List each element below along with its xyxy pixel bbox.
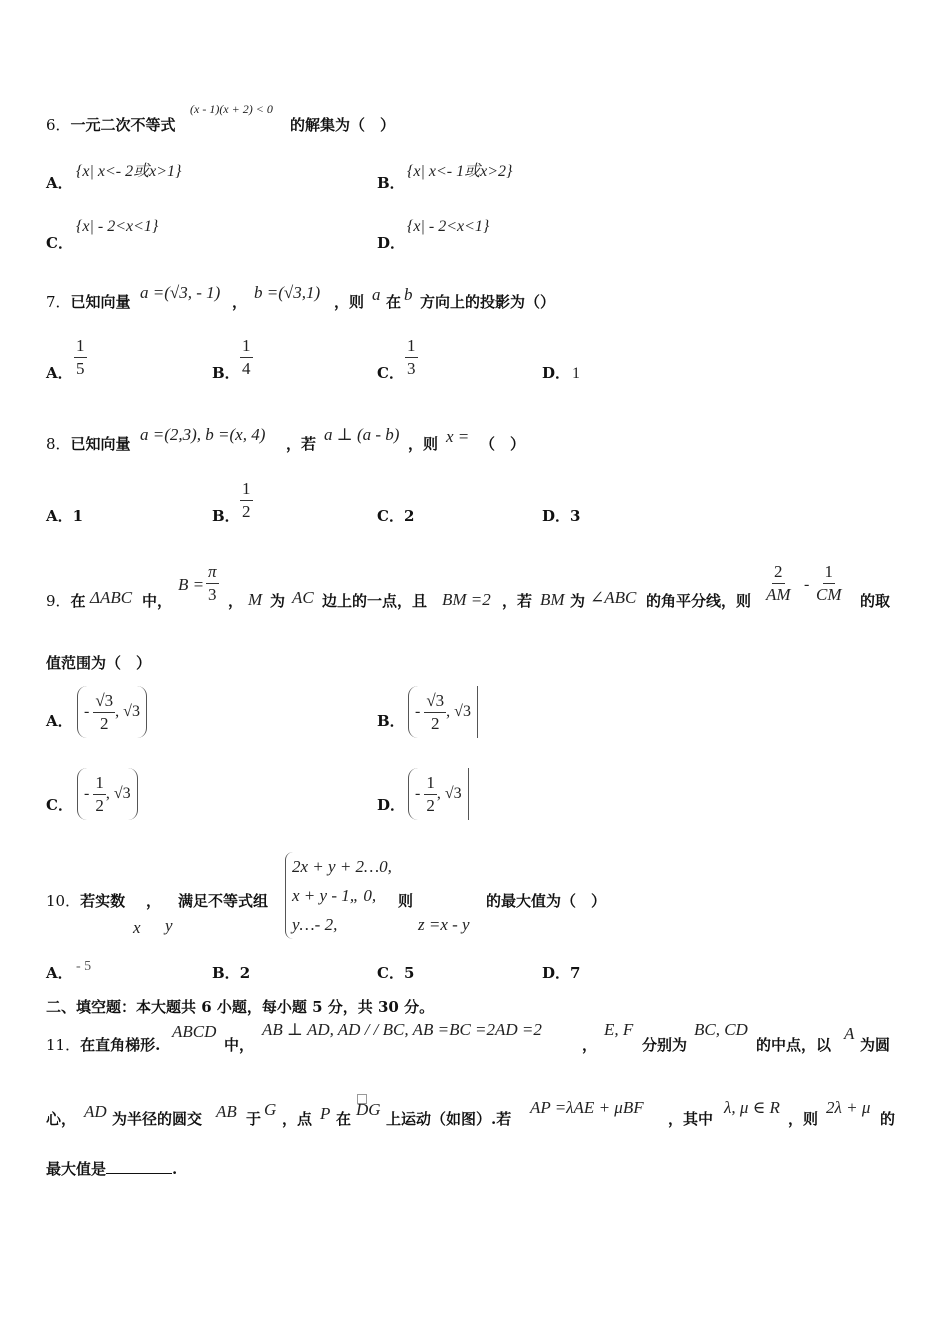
q10-text-post2: 的最大值为（ ）	[486, 892, 607, 910]
q8-option-c-label[interactable]	[377, 505, 414, 526]
q9-pi-den: 3	[208, 585, 217, 604]
q9-text-1: 在	[70, 592, 86, 610]
q11-expression: 2λ + μ	[826, 1098, 871, 1117]
q9-text-7: 为	[570, 592, 586, 610]
section-2-heading: 二、填空题：本大题共 6 小题，每小题 5 分，共 30 分。	[46, 998, 435, 1016]
q8-option-d-letter: D．	[542, 507, 571, 525]
q11-text-2: 中，	[224, 1036, 255, 1054]
q7-vector-b: b =(√3,1)	[254, 283, 321, 302]
q8-option-b-frac	[240, 479, 253, 522]
q9-option-b-den: 2	[431, 713, 440, 733]
q9-option-d-sign: -	[415, 785, 421, 802]
q9-text-9: 的取	[860, 592, 891, 610]
q8-option-c-letter: C．	[377, 507, 404, 525]
q9-frac2-num: 1	[823, 562, 836, 584]
q7-stem	[46, 291, 131, 312]
q11-AP: AP =λAE + μBF	[530, 1098, 644, 1117]
q7-option-a-num: 1	[74, 336, 87, 358]
q9-BM-eq: BM =2	[442, 590, 491, 609]
q9-text-2: 中，	[142, 592, 173, 610]
q10-option-b-letter: B．	[212, 964, 240, 982]
q11-text-10: ，点	[282, 1110, 313, 1128]
q7-option-a-frac	[74, 336, 87, 379]
q11-text-16: 最大值是	[46, 1160, 107, 1178]
q9-pi-num: π	[206, 562, 219, 584]
q8-option-c-value: 2	[403, 507, 415, 525]
q9-pi-frac	[206, 562, 219, 605]
q8-option-d-label[interactable]	[542, 505, 580, 526]
q7-option-c-num: 1	[405, 336, 418, 358]
q6-option-a-text: {x| x<- 2或x>1}	[76, 163, 182, 180]
q11-arc-DG	[356, 1100, 381, 1120]
q9-option-c-rest: , √3	[105, 785, 131, 802]
q7-text-pre: 已知向量	[70, 293, 131, 311]
q9-option-b-frac	[424, 691, 446, 734]
q8-option-d-value: 3	[570, 507, 581, 525]
q9-M: M	[248, 590, 263, 609]
q6-text-post: 的解集为（ ）	[290, 116, 396, 134]
q9-frac1-num: 2	[772, 562, 785, 584]
q9-text-4: 为	[270, 592, 286, 610]
q6-option-a-label[interactable]: A．	[46, 174, 73, 192]
q9-angle: ∠ABC	[590, 588, 637, 607]
q10-text-pre: 若实数	[80, 892, 126, 910]
q8-option-b-den: 2	[242, 502, 251, 521]
q9-line-2: 值范围为（ ）	[46, 654, 152, 672]
q7-option-a-label[interactable]: A．	[46, 364, 73, 382]
q7-text-mid2: 在	[386, 293, 402, 311]
q8-formula: a =(2,3), b =(x, 4)	[140, 425, 266, 444]
q9-option-c-interval	[77, 768, 138, 820]
q11-answer-line	[46, 1158, 177, 1179]
q7-b: b	[404, 285, 413, 304]
q7-option-c-den: 3	[407, 359, 416, 378]
q6-option-b-label[interactable]: B．	[377, 174, 405, 192]
q11-text-15: 的	[880, 1110, 896, 1128]
q9-option-a-num: √3	[93, 691, 115, 713]
q9-stem-start	[46, 590, 86, 611]
q10-option-d-letter: D．	[542, 964, 571, 982]
q11-text-17: .	[172, 1160, 178, 1178]
q9-number: 9．	[46, 592, 71, 610]
q8-option-b-label[interactable]: B．	[212, 507, 240, 525]
q10-option-c-letter: C．	[377, 964, 404, 982]
q7-option-a-den: 5	[76, 359, 85, 378]
q11-text-5: 的中点，以	[756, 1036, 832, 1054]
q10-option-d-label[interactable]	[542, 962, 580, 983]
q8-option-a-value: 1	[72, 507, 84, 525]
q7-option-b-label[interactable]: B．	[212, 364, 240, 382]
q10-y: y	[165, 916, 173, 935]
q11-text-14: ，则	[788, 1110, 819, 1128]
q11-G: G	[264, 1100, 277, 1119]
q8-text-mid1: ，若	[286, 435, 317, 453]
q9-option-c-sign: -	[84, 785, 90, 802]
q9-text-5: 边上的一点，且	[322, 592, 428, 610]
q11-ABCD: ABCD	[172, 1022, 217, 1041]
q10-system-line-2: x + y - 1„ 0,	[292, 886, 377, 905]
q11-text-6: 为圆	[860, 1036, 891, 1054]
q10-option-c-label[interactable]	[377, 962, 414, 983]
q6-option-c-text: {x| - 2<x<1}	[76, 218, 159, 235]
q9-text-6: ，若	[502, 592, 533, 610]
q9-option-a-interval	[77, 686, 147, 738]
q11-condition: AB ⊥ AD, AD / / BC, AB =BC =2AD =2	[262, 1020, 542, 1039]
q9-text-3: ，	[228, 592, 244, 610]
q7-text-mid1: ，则	[334, 293, 365, 311]
q11-lambda-mu: λ, μ ∈ R	[724, 1098, 780, 1117]
q9-option-d-den: 2	[426, 795, 435, 815]
q7-option-b-frac	[240, 336, 253, 379]
q10-option-b-value: 2	[239, 964, 251, 982]
q8-option-a-letter: A．	[46, 507, 73, 525]
q9-option-a-label[interactable]: A．	[46, 712, 73, 730]
q10-system-line-1: 2x + y + 2…0,	[292, 857, 392, 876]
q11-P: P	[320, 1104, 331, 1123]
q11-AB: AB	[216, 1102, 237, 1121]
q10-comma: ，	[146, 892, 162, 910]
q9-option-a-sign: -	[84, 703, 90, 720]
q11-text-11: 在	[336, 1110, 352, 1128]
q7-text-post: 方向上的投影为（）	[420, 293, 556, 311]
q9-option-a-frac	[93, 691, 115, 734]
q9-option-b-sign: -	[415, 703, 421, 720]
q6-option-d-text: {x| - 2<x<1}	[407, 218, 490, 235]
q9-option-c-num: 1	[93, 773, 106, 795]
q11-text-8: 为半径的圆交	[112, 1110, 203, 1128]
q11-text-7: 心，	[46, 1110, 77, 1128]
q9-option-b-interval	[408, 686, 478, 738]
q7-option-d-label[interactable]: D．	[542, 364, 571, 382]
q9-option-c-den: 2	[95, 795, 104, 815]
q9-option-a-den: 2	[100, 713, 109, 733]
q8-option-b-num: 1	[240, 479, 253, 501]
q7-vector-a: a =(√3, - 1)	[140, 283, 221, 302]
q10-stem	[46, 890, 125, 911]
q11-text-13: ，其中	[668, 1110, 714, 1128]
q7-option-d-value: 1	[572, 365, 580, 382]
q9-option-d-label[interactable]: D．	[377, 796, 406, 814]
q10-z: z =x - y	[418, 915, 470, 934]
q9-option-d-rest: , √3	[436, 785, 462, 802]
q9-option-d-num: 1	[424, 773, 437, 795]
q9-text-8: 的角平分线，则	[646, 592, 752, 610]
q7-option-c-frac	[405, 336, 418, 379]
q11-arc-label: DG	[356, 1100, 381, 1119]
q6-option-c-label[interactable]: C．	[46, 234, 73, 252]
q10-then: 则	[398, 892, 414, 910]
q9-B-eq: B =	[178, 575, 205, 594]
q10-text-post1: 满足不等式组	[178, 892, 269, 910]
q9-option-d-frac	[424, 773, 437, 816]
q11-arc-icon	[357, 1094, 367, 1104]
q8-stem	[46, 433, 131, 454]
q11-text-12: 上运动（如图）.若	[386, 1110, 512, 1128]
q8-text-post: （ ）	[480, 435, 526, 453]
q6-stem	[46, 114, 176, 135]
q11-EF: E, F	[604, 1020, 634, 1039]
q8-option-a-label[interactable]	[46, 505, 83, 526]
q9-triangle: ΔABC	[90, 588, 133, 607]
q11-text-9: 于	[246, 1110, 262, 1128]
q6-number: 6．	[46, 116, 71, 134]
q6-text-pre: 一元二次不等式	[70, 116, 176, 134]
q9-BM: BM	[540, 590, 565, 609]
q10-option-b-label[interactable]	[212, 962, 250, 983]
q8-text-pre: 已知向量	[70, 435, 131, 453]
q8-text-mid2: ，则	[408, 435, 439, 453]
q9-AC: AC	[292, 588, 314, 607]
q8-condition: a ⊥ (a - b)	[324, 425, 400, 444]
q7-a: a	[372, 285, 381, 304]
q6-option-b-text: {x| x<- 1或x>2}	[407, 163, 513, 180]
q9-option-b-num: √3	[424, 691, 446, 713]
q6-option-d-label[interactable]: D．	[377, 234, 406, 252]
q7-comma: ，	[232, 293, 248, 311]
q7-option-b-den: 4	[242, 359, 251, 378]
q9-minus: -	[804, 576, 810, 593]
q10-option-d-value: 7	[570, 964, 581, 982]
q10-option-c-value: 5	[403, 964, 415, 982]
q11-text-1: 在直角梯形.	[80, 1036, 161, 1054]
q7-option-b-num: 1	[240, 336, 253, 358]
q10-option-a-label[interactable]: A．	[46, 964, 73, 982]
q9-frac-1-CM	[816, 562, 842, 605]
q8-number: 8．	[46, 435, 71, 453]
q9-option-b-rest: , √3	[446, 703, 471, 720]
q11-text-4: 分别为	[642, 1036, 688, 1054]
q9-option-b-label[interactable]: B．	[377, 712, 405, 730]
q7-number: 7．	[46, 293, 71, 311]
q10-x: x	[133, 918, 141, 937]
q11-number: 11．	[46, 1036, 81, 1054]
q9-frac1-den: AM	[766, 585, 791, 604]
q7-option-c-label[interactable]: C．	[377, 364, 404, 382]
q9-frac2-den: CM	[816, 585, 842, 604]
q9-option-c-frac	[93, 773, 106, 816]
q9-option-c-label[interactable]: C．	[46, 796, 73, 814]
q11-BCCD: BC, CD	[694, 1020, 748, 1039]
q8-x: x =	[446, 427, 470, 446]
q10-system-line-3: y…- 2,	[292, 915, 338, 934]
q10-system	[285, 852, 392, 939]
q9-frac-2-AM	[766, 562, 791, 605]
q6-formula: (x - 1)(x + 2) < 0	[190, 102, 273, 116]
q11-answer-blank[interactable]	[106, 1159, 172, 1174]
q9-option-d-interval	[408, 768, 469, 820]
q10-option-a-value: - 5	[76, 959, 92, 974]
q11-text-3: ，	[582, 1036, 598, 1054]
q11-AD: AD	[84, 1102, 107, 1121]
q11-A: A	[844, 1024, 855, 1043]
q11-stem-start	[46, 1034, 160, 1055]
q9-option-a-rest: , √3	[115, 703, 140, 720]
q10-number: 10．	[46, 892, 81, 910]
